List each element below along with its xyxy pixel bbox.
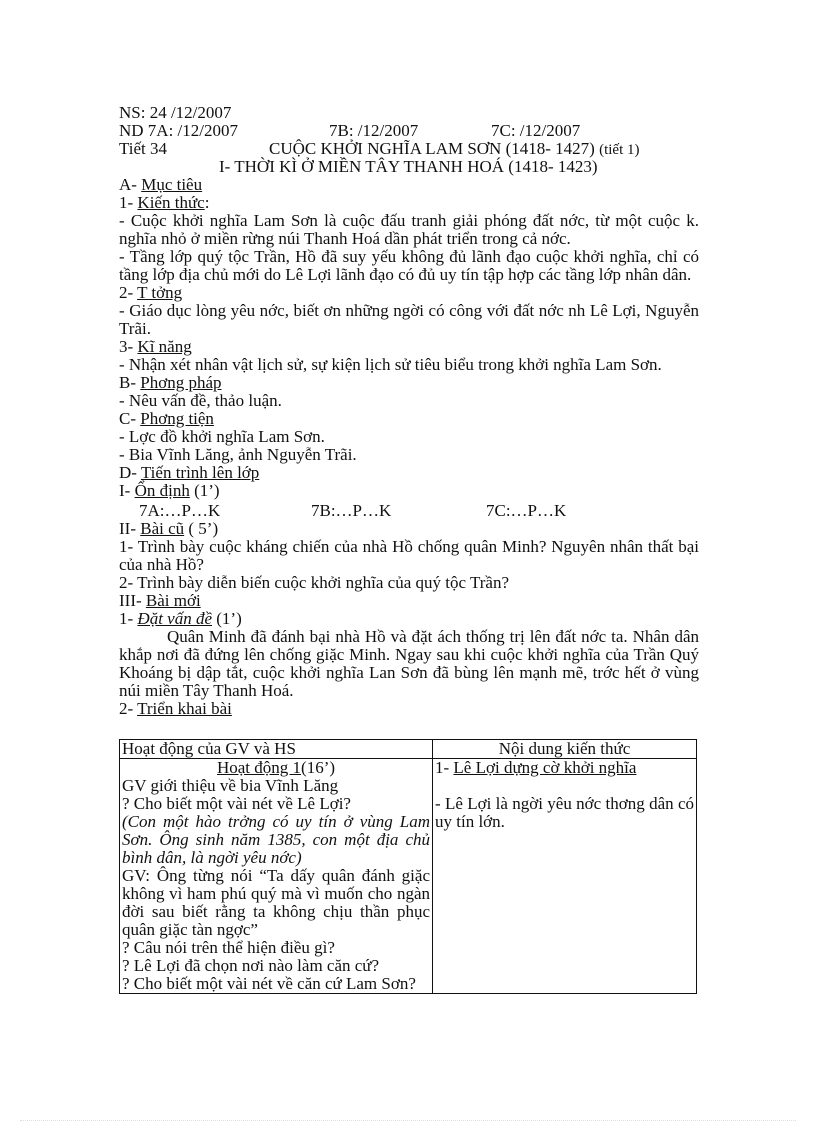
knowledge-title: Kiến thức xyxy=(137,193,205,212)
nd-7c-date: 7C: /12/2007 xyxy=(491,121,581,140)
content-heading: 1- Lê Lợi dựng cờ khởi nghĩa xyxy=(435,758,637,777)
content-paragraph: - Lê Lợi là ngời yêu nớc thơng dân có uy tín lớn. xyxy=(435,794,694,831)
table-row xyxy=(120,759,697,994)
attendance-7b: 7B:…P…K xyxy=(311,501,392,520)
stabilize-heading: I- Ổn định (1’) xyxy=(119,481,220,500)
ns-date: NS: 24 /12/2007 xyxy=(119,103,232,122)
section-d-title: Tiến trình lên lớp xyxy=(140,463,260,482)
table-header-row xyxy=(120,740,697,759)
section-b-heading: B- Phơng pháp xyxy=(119,373,222,392)
page-bottom-divider xyxy=(20,1120,796,1121)
review-question-1: 1- Trình bày cuộc kháng chiến của nhà Hồ chống quân Minh? Nguyên nhân thất bại của nhà Hồ? xyxy=(119,537,699,574)
review-question-2: 2- Trình bày diễn biến cuộc khởi nghĩa của quý tộc Trần? xyxy=(119,573,510,592)
deployment-title: Triển khai bài xyxy=(137,699,232,718)
review-title: Bài cũ xyxy=(140,519,185,538)
attitude-title: T tởng xyxy=(137,283,183,302)
activity-question: ? Cho biết một vài nét về căn cứ Lam Sơn? xyxy=(122,974,416,993)
nd-7b-date: 7B: /12/2007 xyxy=(329,121,419,140)
attendance-line xyxy=(119,502,699,520)
section-b-paragraph: - Nêu vấn đề, thảo luận. xyxy=(119,391,282,410)
intro-title: Đặt vấn đề xyxy=(137,609,213,628)
activity-table xyxy=(119,739,697,994)
intro-paragraph: Quân Minh đã đánh bại nhà Hồ và đặt ách thống trị lên đất nớc ta. Nhân dân khắp nơi đã đứng lên chống giặc Minh. Ngay sau khi cuộc khởi nghĩa của Trần Quý Khoáng bị dập tắt, cuộc khởi nghĩa Lan Sơn đã bùng lên mạnh mẽ, trớc hết ở vùng núi miền Tây Thanh Hoá. xyxy=(119,627,699,700)
section-c-item-1: - Lợc đồ khởi nghĩa Lam Sơn. xyxy=(119,427,325,446)
activity-question: ? Lê Lợi đã chọn nơi nào làm căn cứ? xyxy=(122,956,380,975)
attitude-paragraph: - Giáo dục lòng yêu nớc, biết ơn những ngời có công với đất nớc nh Lê Lợi, Nguyễn Trãi. xyxy=(119,301,699,338)
section-a-title: Mục tiêu xyxy=(141,175,203,194)
content-title: Lê Lợi dựng cờ khởi nghĩa xyxy=(453,758,637,777)
activity-1-title: Hoạt động 1 xyxy=(216,758,302,777)
section-a-heading: A- Mục tiêu xyxy=(119,175,203,194)
activity-line: ? Cho biết một vài nét về Lê Lợi? xyxy=(122,794,351,813)
section-b-title: Phơng pháp xyxy=(140,373,222,392)
skills-paragraph: - Nhận xét nhân vật lịch sử, sự kiện lịch sử tiêu biểu trong khởi nghĩa Lam Sơn. xyxy=(119,355,662,374)
attendance-7a: 7A:…P…K xyxy=(139,501,221,520)
attitude-heading: 2- T tởng xyxy=(119,283,183,302)
deployment-heading: 2- Triển khai bài xyxy=(119,699,232,718)
new-lesson-title: Bài mới xyxy=(145,591,201,610)
activity-quote: GV: Ông từng nói “Ta dấy quân đánh giặc không vì ham phú quý mà vì muốn cho ngàn đời sau biết rằng ta không chịu thần phục quân giặc tàn ngợc” xyxy=(122,866,430,939)
knowledge-heading: 1- Kiến thức: xyxy=(119,193,210,212)
knowledge-paragraph-2: - Tầng lớp quý tộc Trần, Hồ đã suy yếu không đủ lãnh đạo cuộc khởi nghĩa, chỉ có tầng lớp địa chủ mới do Lê Lợi lãnh đạo có đủ uy tín tập hợp các tầng lớp nhân dân. xyxy=(119,247,699,284)
activity-1-heading: Hoạt động 1(16’) xyxy=(216,758,336,777)
skills-heading: 3- Kĩ năng xyxy=(119,337,192,356)
activities-cell xyxy=(120,759,433,994)
table-header-activities: Hoạt động của GV và HS xyxy=(120,740,433,759)
activity-line: GV giới thiệu về bia Vĩnh Lăng xyxy=(122,776,339,795)
title-line xyxy=(119,140,699,158)
knowledge-paragraph-1: - Cuộc khởi nghĩa Lam Sơn là cuộc đấu tranh giải phóng đất nớc, từ một cuộc k. nghĩa nhỏ ở miền rừng núi Thanh Hoá dần phát triển trong cả nớc. xyxy=(119,211,699,248)
section-c-item-2: - Bia Vĩnh Lăng, ảnh Nguyễn Trãi. xyxy=(119,445,357,464)
nd-7a-date: ND 7A: /12/2007 xyxy=(119,121,238,140)
intro-heading: 1- Đặt vấn đề (1’) xyxy=(119,609,242,628)
lesson-plan-page xyxy=(119,104,699,718)
content-cell xyxy=(433,759,697,994)
lesson-number: Tiết 34 xyxy=(119,139,168,158)
new-lesson-heading: III- Bài mới xyxy=(119,591,201,610)
activity-question: ? Câu nói trên thể hiện điều gì? xyxy=(122,938,335,957)
table-header-content: Nội dung kiến thức xyxy=(433,740,697,759)
section-d-heading: D- Tiến trình lên lớp xyxy=(119,463,260,482)
nd-dates xyxy=(119,122,699,140)
stabilize-title: Ổn định xyxy=(134,481,190,500)
review-heading: II- Bài cũ ( 5’) xyxy=(119,519,219,538)
skills-title: Kĩ năng xyxy=(137,337,192,356)
lesson-title: CUỘC KHỞI NGHĨA LAM SƠN (1418- 1427) xyxy=(269,139,595,158)
attendance-7c: 7C:…P…K xyxy=(486,501,567,520)
lesson-title-suffix: (tiết 1) xyxy=(599,142,640,158)
section-c-title: Phơng tiện xyxy=(140,409,214,428)
activity-answer-italic: (Con một hào trởng có uy tín ở vùng Lam Sơn. Ông sinh năm 1385, con một địa chủ bình dân, là ngời yêu nớc) xyxy=(122,812,430,867)
section-c-heading: C- Phơng tiện xyxy=(119,409,214,428)
lesson-subtitle: I- THỜI KÌ Ở MIỀN TÂY THANH HOÁ (1418- 1423) xyxy=(219,157,598,176)
